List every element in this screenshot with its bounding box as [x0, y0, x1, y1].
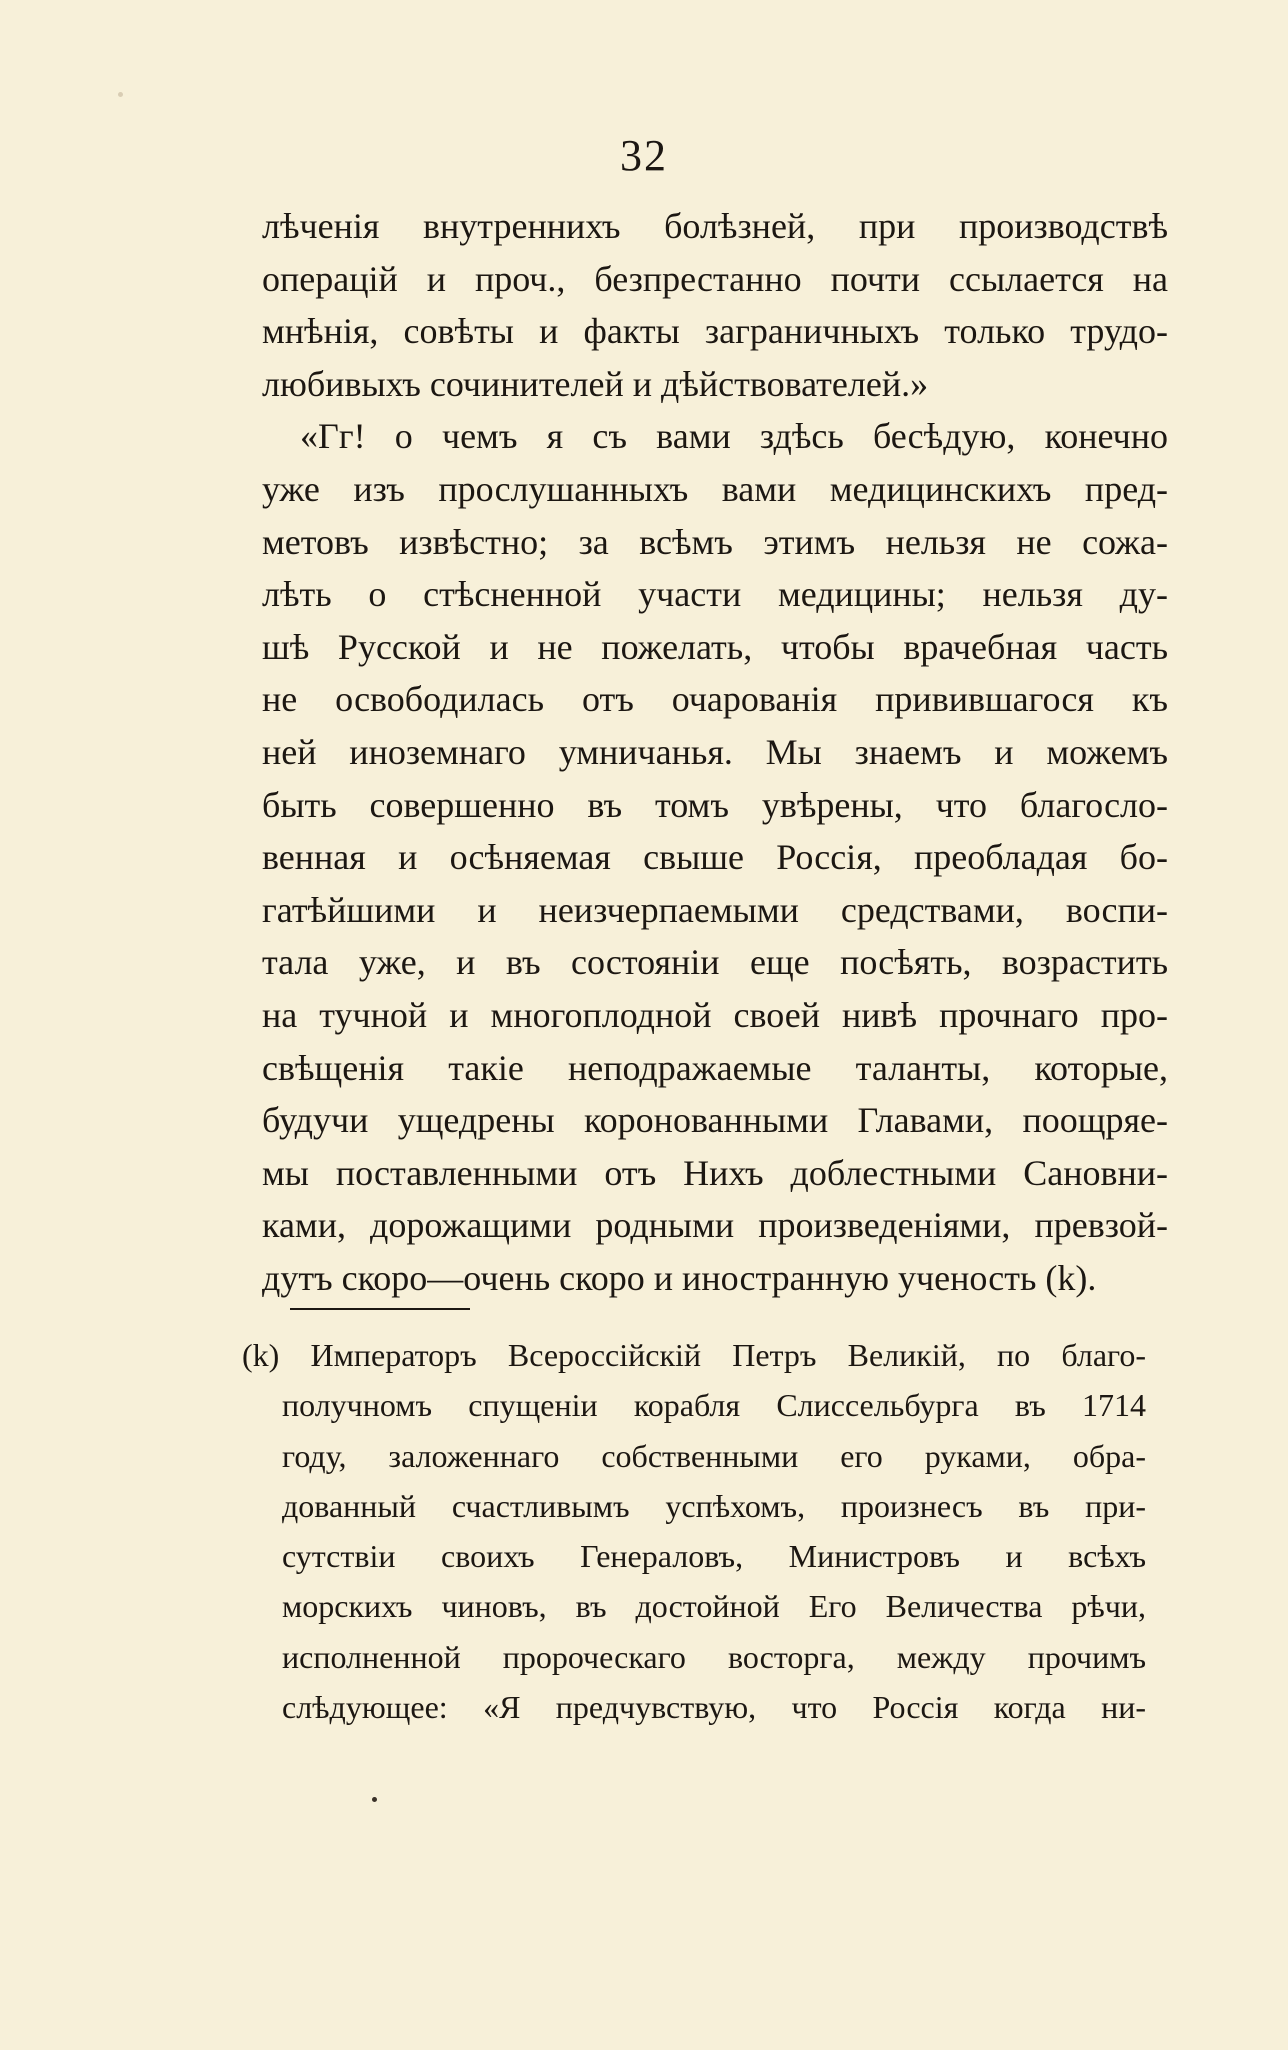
page-number: 32 — [620, 131, 668, 180]
body-line: мы поставленными отъ Нихъ доблестными Сановни- — [262, 1152, 1168, 1193]
body-line: дутъ скоро—очень скоро и иностранную ученость (k). — [262, 1257, 1097, 1298]
body-line: лѣченія внутреннихъ болѣзней, при производствѣ — [262, 206, 1168, 246]
body-line: операцій и проч., безпрестанно почти ссылается на — [262, 258, 1168, 299]
footnote-line: году, заложеннаго собственными его руками, обра- — [282, 1437, 1146, 1474]
footnote-line: сутствіи своихъ Генераловъ, Министровъ и всѣхъ — [282, 1538, 1146, 1575]
body-line: быть совершенно въ томъ увѣрены, что благосло- — [262, 784, 1168, 825]
body-line: «Гг! о чемъ я съ вами здѣсь бесѣдую, конечно — [300, 416, 1168, 457]
footnote-line: морскихъ чиновъ, въ достойной Его Величества рѣчи, — [282, 1588, 1146, 1625]
body-line: уже изъ прослушанныхъ вами медицинскихъ пред- — [262, 468, 1168, 509]
body-line: венная и осѣняемая свыше Россія, преобладая бо- — [262, 837, 1168, 878]
body-line: любивыхъ сочинителей и дѣйствователей.» — [262, 363, 929, 404]
footnote-separator — [290, 1308, 470, 1310]
body-line: на тучной и многоплодной своей нивѣ прочнаго про- — [262, 994, 1168, 1035]
body-line: шѣ Русской и не пожелать, чтобы врачебная часть — [262, 626, 1168, 667]
body-line: мнѣнія, совѣты и факты заграничныхъ только трудо- — [262, 311, 1168, 352]
main-body — [262, 200, 1168, 1304]
footnote-line: (k) Императоръ Всероссійскій Петръ Великій, по благо- — [242, 1337, 1146, 1373]
body-line: не освободилась отъ очарованія привившагося къ — [262, 679, 1168, 720]
footnote-line: слѣдующее: «Я предчувствую, что Россія когда ни- — [282, 1689, 1146, 1726]
footnote-line: исполненной пророческаго восторга, между прочимъ — [282, 1638, 1146, 1675]
body-line: свѣщенія такіе неподражаемые таланты, которые, — [262, 1047, 1168, 1088]
footnote-line: дованный счастливымъ успѣхомъ, произнесъ въ при- — [282, 1487, 1146, 1524]
body-line: тала уже, и въ состояніи еще посѣять, возрастить — [262, 942, 1168, 983]
body-line: ней иноземнаго умничанья. Мы знаемъ и можемъ — [262, 731, 1168, 772]
body-line: лѣть о стѣсненной участи медицины; нельзя ду- — [262, 574, 1168, 615]
ink-speck — [372, 1797, 377, 1802]
body-line: гатѣйшими и неизчерпаемыми средствами, воспи- — [262, 889, 1168, 930]
body-line: ками, дорожащими родными произведеніями, превзой- — [262, 1205, 1168, 1246]
paper-speck — [118, 92, 123, 97]
footnote-block — [242, 1330, 1146, 1732]
body-line: метовъ извѣстно; за всѣмъ этимъ нельзя не сожа- — [262, 521, 1168, 562]
footnote-line: получномъ спущеніи корабля Слиссельбурга въ 1714 — [282, 1387, 1146, 1424]
body-line: будучи ущедрены коронованными Главами, поощряе- — [262, 1100, 1168, 1141]
